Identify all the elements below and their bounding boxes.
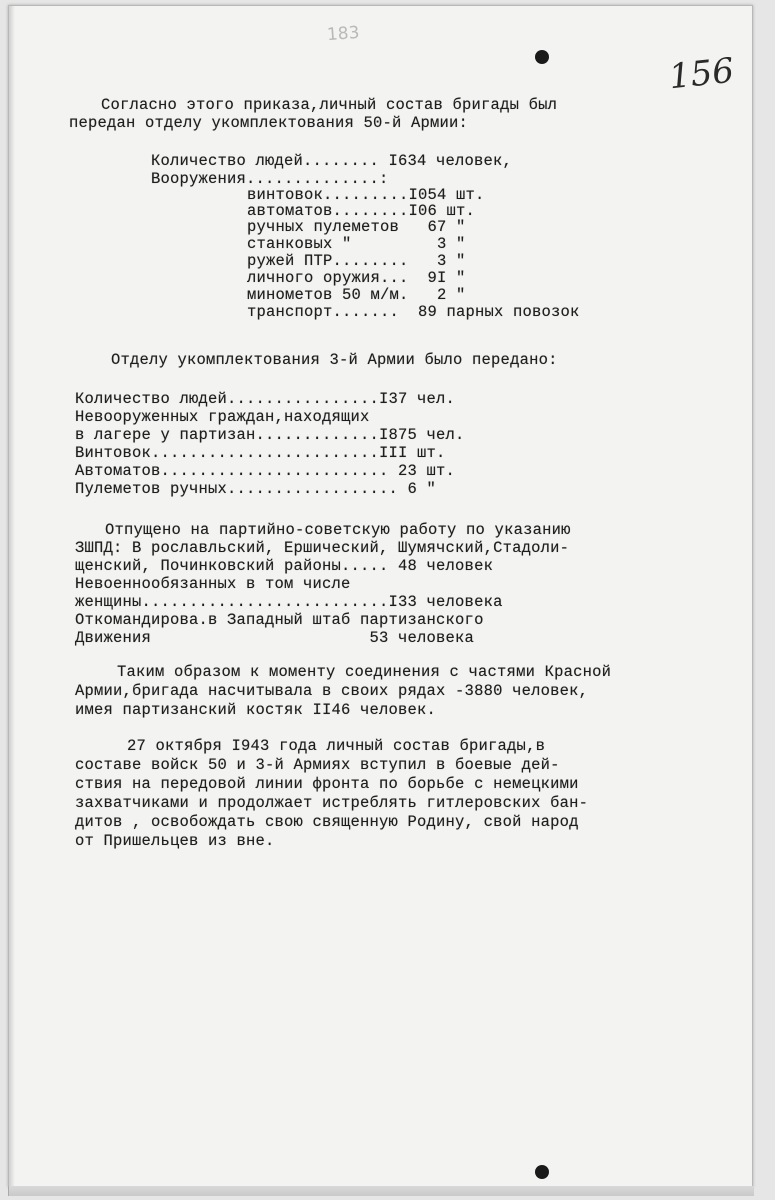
page-edge-shadow	[9, 6, 15, 1186]
final-line-5: дитов , освобождать свою священную Родину, свой народ	[75, 813, 579, 831]
summary-line-1: Таким образом к моменту соединения с частями Красной	[117, 663, 612, 681]
final-line-4: захватчиками и продолжает истреблять гитлеровских бан-	[75, 794, 589, 812]
army3-civilians: Невооруженных граждан,находящих	[75, 408, 370, 426]
army50-transport: транспорт....... 89 парных повозок	[247, 303, 580, 321]
final-line-3: ствия на передовой линии фронта по борьбе с немецкими	[75, 775, 579, 793]
next-page-edge	[8, 1186, 754, 1196]
army50-rifles: винтовок.........I054 шт.	[247, 186, 485, 204]
army3-rifles: Винтовок........................III шт.	[75, 444, 446, 462]
army50-hand-mg: ручных пулеметов 67 "	[247, 218, 466, 236]
army50-automatic: автоматов........I06 шт.	[247, 202, 476, 220]
handwritten-page-number: 156	[667, 50, 736, 98]
army3-heading: Отделу укомплектования 3-й Армии было передано:	[111, 351, 558, 369]
intro-line-2: передан отделу укомплектования 50-й Армии:	[69, 114, 469, 132]
summary-line-2: Армии,бригада насчитывала в своих рядах -3880 человек,	[75, 682, 589, 700]
army3-camp: в лагере у партизан.............I875 чел.	[75, 426, 465, 444]
punch-hole-top	[535, 50, 549, 64]
army50-mounted-mg: станковых " 3 "	[247, 235, 466, 253]
army50-personal: личного оружия... 9I "	[247, 269, 466, 287]
army50-ptr: ружей ПТР........ 3 "	[247, 252, 466, 270]
army3-people: Количество людей................I37 чел.	[75, 390, 456, 408]
army3-automatic: Автоматов........................ 23 шт.	[75, 462, 456, 480]
army3-hand-mg: Пулеметов ручных.................. 6 "	[75, 480, 437, 498]
intro-line-1: Согласно этого приказа,личный состав бригады был	[101, 96, 558, 114]
released-line-5: женщины..........................I33 человека	[75, 593, 503, 611]
released-line-6: Откомандирова.в Западный штаб партизанского	[75, 611, 484, 629]
final-line-1: 27 октября I943 года личный состав бригады,в	[127, 737, 546, 755]
punch-hole-bottom	[535, 1165, 549, 1179]
released-line-2: ЗШПД: В рославльский, Ершический, Шумячский,Стадоли-	[75, 539, 570, 557]
released-line-7: Движения 53 человека	[75, 629, 475, 647]
army50-mortars: минометов 50 м/м. 2 "	[247, 286, 466, 304]
summary-line-3: имея партизанский костяк II46 человек.	[75, 701, 437, 719]
released-line-3: щенский, Починковский районы..... 48 человек	[75, 557, 494, 575]
released-line-1: Отпущено на партийно-советскую работу по указанию	[105, 521, 571, 539]
released-line-4: Невоеннообязанных в том числе	[75, 575, 351, 593]
document-page	[8, 5, 753, 1187]
final-line-6: от Пришельцев из вне.	[75, 832, 275, 850]
archive-stamp-number: 183	[326, 22, 361, 46]
army50-weapons: Вооружения..............:	[151, 170, 389, 188]
final-line-2: составе войск 50 и 3-й Армиях вступил в боевые дей-	[75, 756, 560, 774]
army50-people: Количество людей........ I634 человек,	[151, 152, 513, 170]
